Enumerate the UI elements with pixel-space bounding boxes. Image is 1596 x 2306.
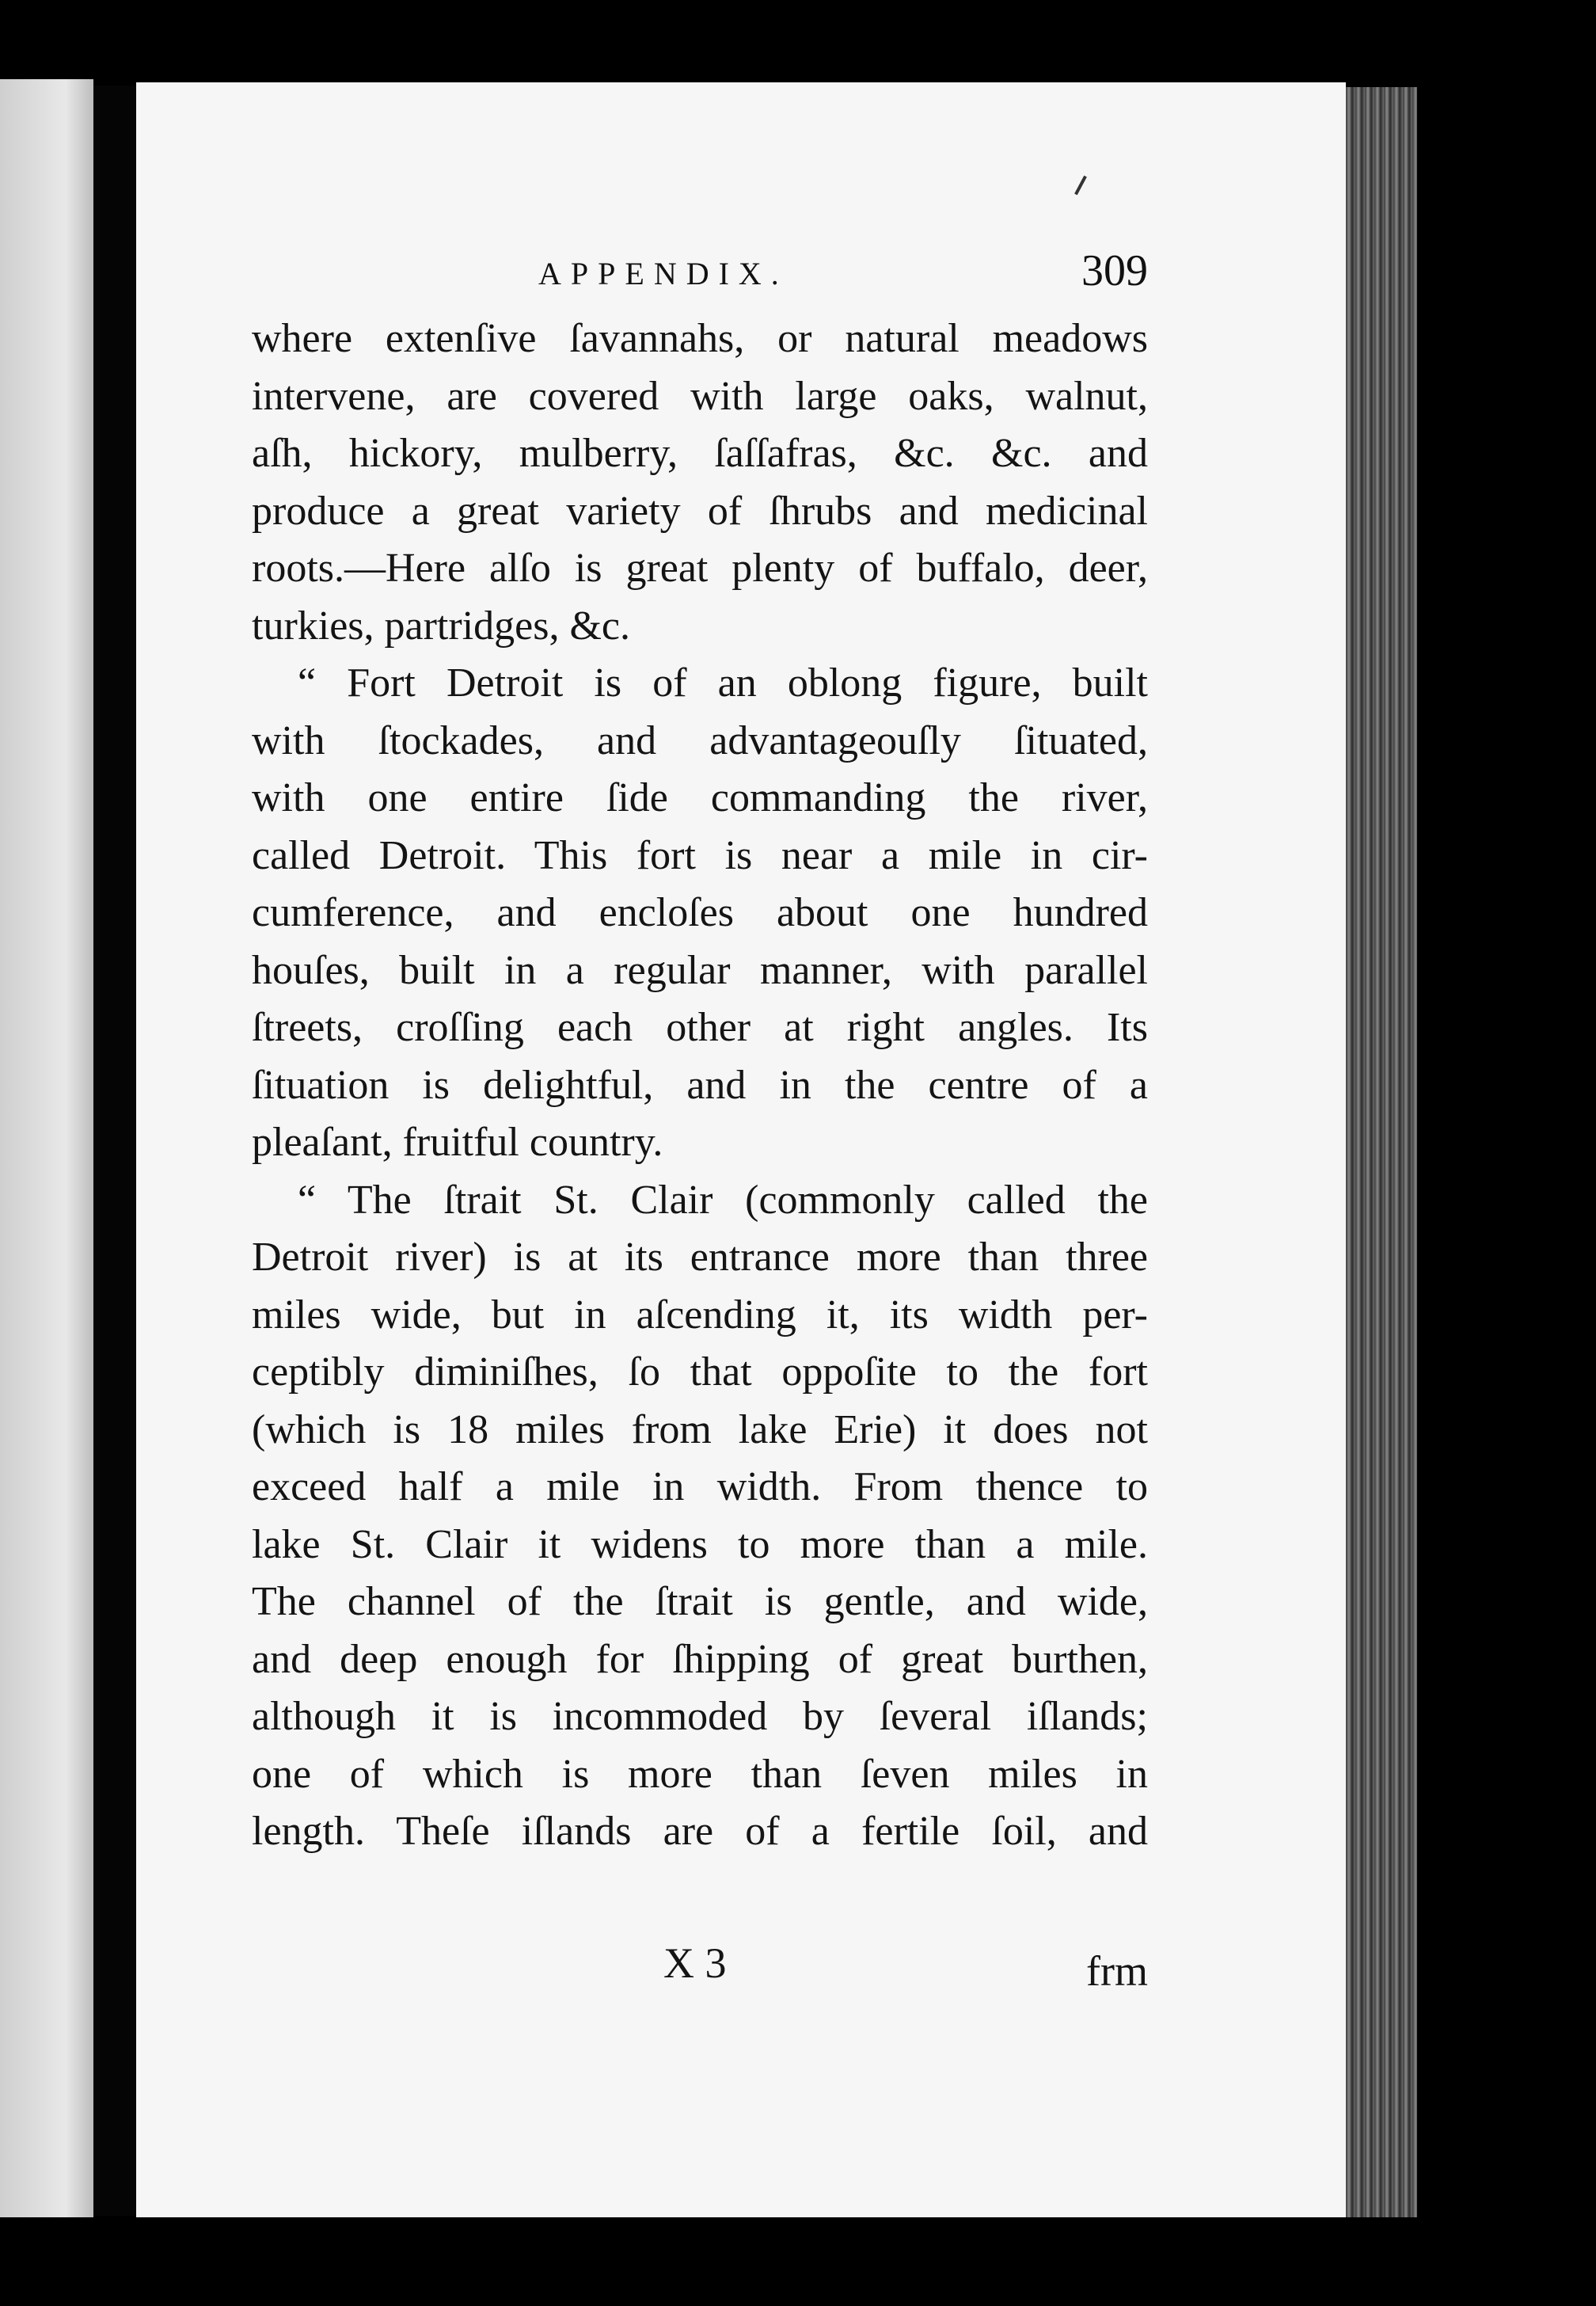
text-line: lake St. Clair it widens to more than a mile. — [252, 1521, 1148, 1567]
running-head — [253, 238, 1148, 309]
text-line: (which is 18 miles from lake Erie) it does not — [252, 1406, 1148, 1452]
text-line: ceptibly diminiſhes, ſo that oppoſite to the fort — [252, 1349, 1148, 1395]
text-line: with one entire ſide commanding the river, — [252, 775, 1148, 820]
scan-top-border — [0, 0, 1596, 79]
page-block-edges — [1346, 87, 1417, 2217]
text-line: cumference, and encloſes about one hundred — [252, 890, 1148, 935]
scan-bottom-border — [0, 2217, 1596, 2306]
signature-mark: X 3 — [663, 1939, 727, 1987]
text-line: “ Fort Detroit is of an oblong figure, built — [298, 660, 1148, 706]
book-gutter — [93, 86, 136, 2216]
text-line: where extenſive ſavannahs, or natural meadows — [252, 316, 1148, 361]
text-line: ſtreets, croſſing each other at right angles. Its — [252, 1005, 1148, 1050]
catchword: frm — [1086, 1947, 1148, 1995]
text-line: one of which is more than ſeven miles in — [252, 1751, 1148, 1797]
text-line: miles wide, but in aſcending it, its width per- — [252, 1292, 1148, 1338]
text-line: pleaſant, fruitful country. — [252, 1120, 663, 1165]
text-line: although it is incommoded by ſeveral iſlands; — [252, 1694, 1148, 1739]
text-line: The channel of the ſtrait is gentle, and wide, — [252, 1579, 1148, 1624]
text-line: aſh, hickory, mulberry, ſaſſafras, &c. &c. and — [252, 431, 1148, 476]
text-line: exceed half a mile in width. From thence to — [252, 1464, 1148, 1509]
page-number: 309 — [1081, 246, 1148, 295]
page-footer — [252, 1939, 1148, 2002]
text-line: and deep enough for ſhipping of great burthen, — [252, 1636, 1148, 1682]
text-line: produce a great variety of ſhrubs and medicinal — [252, 488, 1148, 534]
scan-right-border — [1417, 0, 1596, 2306]
body-text — [252, 310, 1148, 1861]
running-title: APPENDIX. — [538, 256, 788, 291]
text-line: turkies, partridges, &c. — [252, 603, 630, 649]
facing-page-edge — [0, 79, 93, 2217]
text-line: roots.—Here alſo is great plenty of buffalo, deer, — [252, 546, 1148, 591]
text-line: “ The ſtrait St. Clair (commonly called the — [298, 1177, 1148, 1223]
text-line: Detroit river) is at its entrance more than three — [252, 1235, 1148, 1280]
text-line: with ſtockades, and advantageouſly ſituated, — [252, 717, 1148, 763]
text-line: called Detroit. This fort is near a mile in cir- — [252, 832, 1148, 878]
text-line: houſes, built in a regular manner, with parallel — [252, 947, 1148, 993]
text-line: length. Theſe iſlands are of a fertile ſoil, and — [252, 1809, 1148, 1854]
text-line: ſituation is delightful, and in the centre of a — [252, 1062, 1148, 1108]
text-line: intervene, are covered with large oaks, walnut, — [252, 373, 1148, 419]
